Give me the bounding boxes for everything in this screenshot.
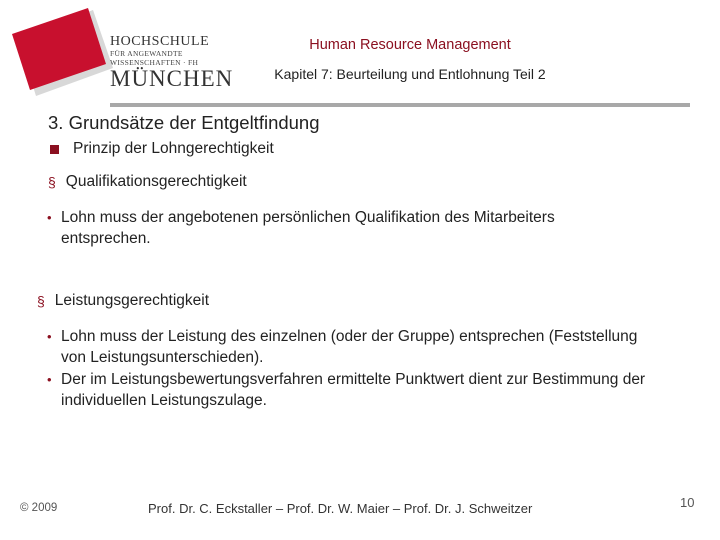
point-text: Lohn muss der angebotenen persönlichen Qualifikation des Mitarbeiters entsprechen. xyxy=(61,209,555,247)
section-title: 3. Grundsätze der Entgeltfindung xyxy=(48,112,320,133)
logo-tagline-line-1: FÜR ANGEWANDTE xyxy=(110,49,183,58)
list-item xyxy=(37,292,209,311)
point-text: Der im Leistungsbewertungsverfahren ermittelte Punktwert dient zur Bestimmung der individuellen Leistungszulage. xyxy=(61,371,646,409)
list-item-point xyxy=(47,207,647,249)
point-text: Lohn muss der Leistung des einzelnen (oder der Gruppe) entsprechen (Feststellung von Leistungsunterschieden). xyxy=(61,328,638,366)
list-item-point xyxy=(47,326,647,368)
logo-name-line: HOCHSCHULE xyxy=(110,34,210,49)
logo-text xyxy=(110,34,234,91)
footer-copyright: © 2009 xyxy=(20,502,58,514)
dot-bullet-icon: • xyxy=(47,372,52,387)
header-title: Human Resource Management xyxy=(309,37,511,53)
list-item-point xyxy=(47,369,647,411)
page-number: 10 xyxy=(680,495,695,510)
logo-city-line: MÜNCHEN xyxy=(110,66,234,91)
section-bullet-icon: § xyxy=(37,293,45,309)
header-subtitle: Kapitel 7: Beurteilung und Entlohnung Teil 2 xyxy=(274,66,546,82)
header-divider xyxy=(110,103,690,107)
topic-label: Prinzip der Lohngerechtigkeit xyxy=(73,140,274,157)
square-bullet-icon xyxy=(50,145,59,154)
topic-item xyxy=(50,140,274,158)
list-item xyxy=(48,173,247,192)
logo-tagline-line-2: WISSENSCHAFTEN · FH xyxy=(110,58,199,67)
list-item-heading: Qualifikationsgerechtigkeit xyxy=(65,173,247,190)
dot-bullet-icon: • xyxy=(47,329,52,344)
dot-bullet-icon: • xyxy=(47,210,52,225)
list-item-heading: Leistungsgerechtigkeit xyxy=(54,292,210,309)
footer-authors: Prof. Dr. C. Eckstaller – Prof. Dr. W. Maier – Prof. Dr. J. Schweitzer xyxy=(148,501,533,516)
section-bullet-icon: § xyxy=(48,174,56,190)
